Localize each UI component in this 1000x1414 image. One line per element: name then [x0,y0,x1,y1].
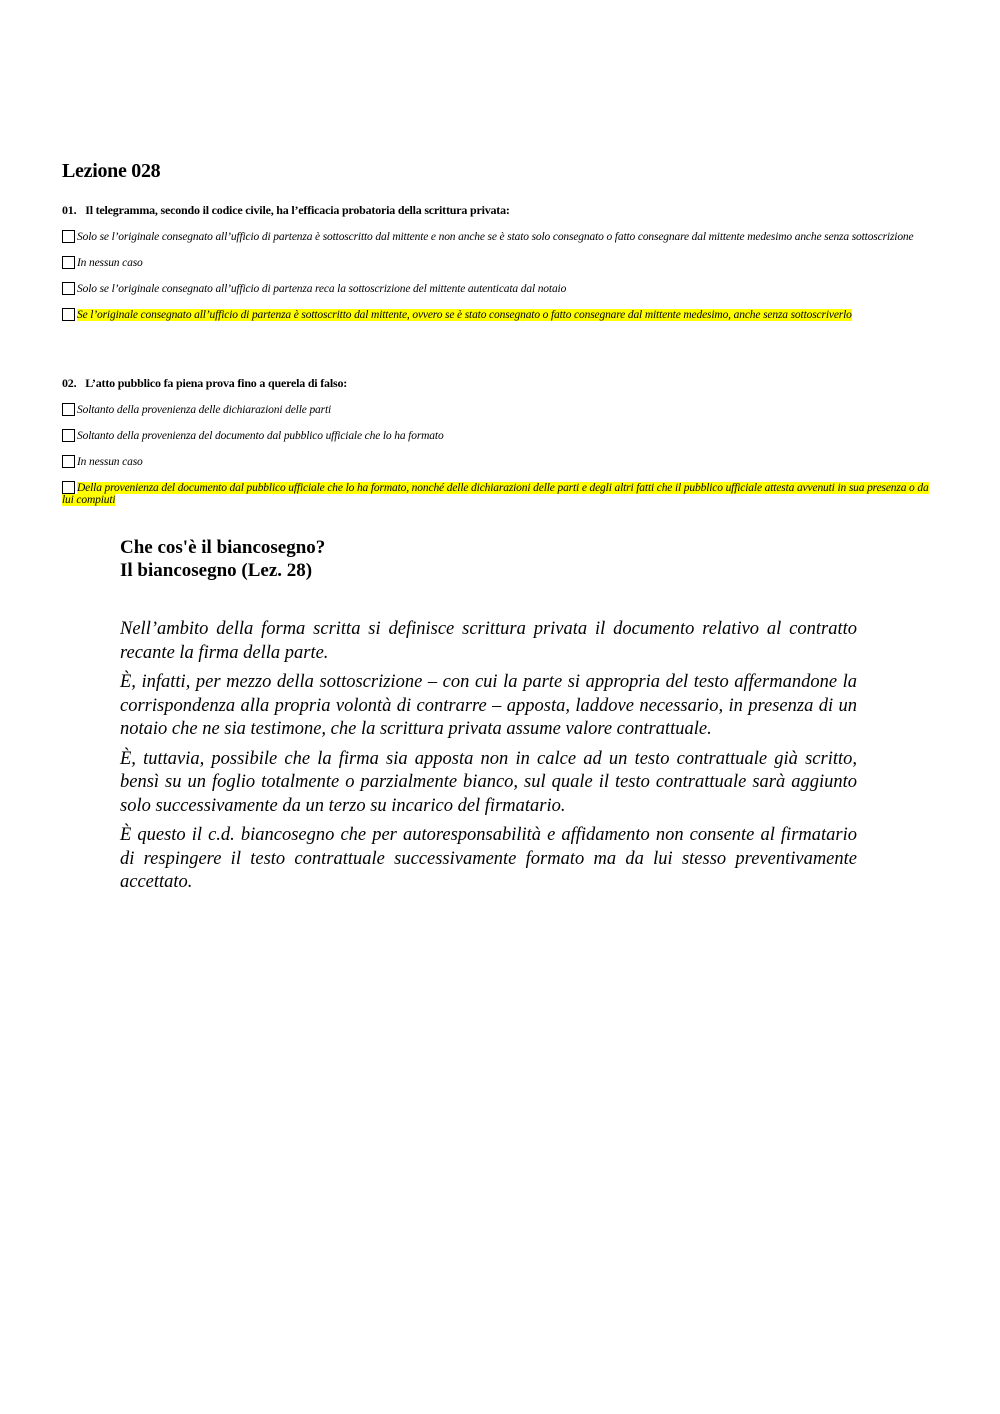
answer-text: Soltanto della provenienza del documento dal pubblico ufficiale che lo ha formato [77,430,444,442]
question-text [62,203,942,217]
answer-checkbox[interactable] [62,403,75,416]
answer-option [62,230,942,243]
answer-checkbox[interactable] [62,429,75,442]
body-paragraph: È, infatti, per mezzo della sottoscrizione – con cui la parte si appropria del testo affermandone la corrispondenza alla propria volontà di contrarre – apposta, laddove necessario, in presenza di un notaio che ne sia testimone, che la scrittura privata assume valore contrattuale. [120,672,857,739]
answer-checkbox[interactable] [62,308,75,321]
section-body [120,618,857,895]
question-01 [62,203,942,334]
section-title-heading: Il biancosegno (Lez. 28) [120,560,313,581]
answer-text: In nessun caso [77,456,143,468]
answer-checkbox[interactable] [62,282,75,295]
answer-text: In nessun caso [77,257,143,269]
question-02 [62,376,942,519]
answer-text: Solo se l’originale consegnato all’ufficio di partenza è sottoscritto dal mittente e non anche se è stato solo consegnato o fatto consegnare dal mittente medesimo anche senza sottoscrizione [77,231,914,243]
answer-option [62,282,942,295]
answer-checkbox[interactable] [62,455,75,468]
answer-text-highlighted: Della provenienza del documento dal pubblico ufficiale che lo ha formato, nonché delle dichiarazioni delle parti e degli altri fatti che il pubblico ufficiale attesta avvenuti in sua presenza o da lui compiuti [62,482,929,506]
answer-option [62,403,942,416]
answer-option [62,455,942,468]
answer-option-correct [62,308,942,321]
body-paragraph: Nell’ambito della forma scritta si definisce scrittura privata il documento relativo al contratto recante la firma della parte. [120,619,857,663]
body-paragraph: È questo il c.d. biancosegno che per autoresponsabilità e affidamento non consente al firmatario di respingere il testo contrattuale successivamente formato ma da lui stesso preventivamente accettato. [120,825,857,892]
question-label: L’atto pubblico fa piena prova fino a querela di falso: [85,376,348,390]
question-number: 01. [62,203,77,217]
answer-text-highlighted: Se l’originale consegnato all’ufficio di partenza è sottoscritto dal mittente, ovvero se è stato consegnato o fatto consegnare dal mittente medesimo, anche senza sottoscriverlo [77,309,852,321]
answer-checkbox[interactable] [62,256,75,269]
answer-text: Solo se l’originale consegnato all’ufficio di partenza reca la sottoscrizione del mittente autenticata dal notaio [77,283,567,295]
lesson-title: Lezione 028 [62,160,161,182]
section-question-heading: Che cos'è il biancosegno? [120,537,326,558]
answer-checkbox[interactable] [62,481,75,494]
answer-checkbox[interactable] [62,230,75,243]
question-text [62,376,942,390]
answer-option [62,429,942,442]
body-paragraph: È, tuttavia, possibile che la firma sia apposta non in calce ad un testo contrattuale già scritto, bensì su un foglio totalmente o parzialmente bianco, sul quale il testo contrattuale sarà aggiunto solo successivamente da un terzo su incarico del firmatario. [120,748,857,816]
answer-text: Soltanto della provenienza delle dichiarazioni delle parti [77,404,332,416]
question-label: Il telegramma, secondo il codice civile, ha l’efficacia probatoria della scrittura privata: [85,203,510,217]
biancosegno-section [120,536,857,901]
answer-option-correct [62,481,942,506]
question-number: 02. [62,376,77,390]
answer-option [62,256,942,269]
